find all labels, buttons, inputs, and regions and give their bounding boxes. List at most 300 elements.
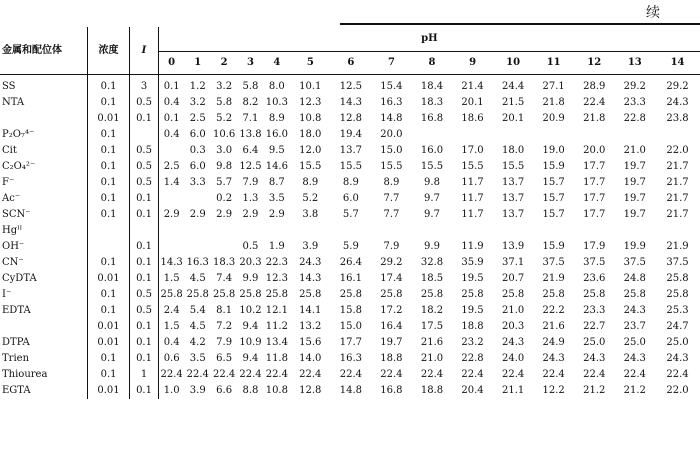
table-cell: 1.3 <box>242 193 259 204</box>
table-cell: 5.8 <box>242 81 259 92</box>
row-ionic-strength: 0.1 <box>130 271 158 287</box>
table-cell: 22.7 <box>583 321 606 332</box>
ph-header-12: 12 <box>574 52 615 75</box>
table-cell: 13.9 <box>501 241 525 252</box>
table-cell: 8.9 <box>342 177 359 188</box>
table-row <box>0 383 700 399</box>
table-cell: 2.9 <box>189 209 206 220</box>
table-cell <box>331 223 372 239</box>
table-cell: 15.4 <box>380 81 403 92</box>
table-cell: 25.8 <box>239 289 262 300</box>
table-cell: 19.7 <box>623 193 646 204</box>
table-cell: 21.6 <box>420 337 444 348</box>
table-cell <box>493 127 534 143</box>
table-cell: 1.2 <box>189 81 206 92</box>
row-label: SS <box>2 81 16 92</box>
table-cell: 18.0 <box>501 145 525 156</box>
table-cell: 10.8 <box>265 385 288 396</box>
table-cell: 16.3 <box>186 257 209 268</box>
table-cell: 22.4 <box>461 369 484 380</box>
table-cell: 11.7 <box>461 177 484 188</box>
table-cell: 37.1 <box>501 257 525 268</box>
table-row <box>0 143 700 159</box>
table-cell: 22.4 <box>380 369 403 380</box>
table-cell: 12.8 <box>339 113 362 124</box>
table-cell: 12.0 <box>299 145 322 156</box>
table-cell: 8.7 <box>268 177 285 188</box>
table-cell: 23.2 <box>461 337 484 348</box>
table-cell: 8.9 <box>302 177 319 188</box>
table-cell: 21.2 <box>623 385 646 396</box>
table-cell: 20.1 <box>501 113 525 124</box>
table-cell: 19.0 <box>542 145 565 156</box>
table-cell: 17.7 <box>583 177 606 188</box>
table-cell: 24.3 <box>623 305 646 316</box>
table-cell: 14.3 <box>158 255 184 271</box>
table-cell: 16.3 <box>339 353 362 364</box>
table-cell: 22.2 <box>542 305 565 316</box>
table-cell <box>574 223 615 239</box>
table-cell: 16.0 <box>420 145 444 156</box>
table-cell: 24.3 <box>501 337 525 348</box>
table-cell: 3.9 <box>302 241 319 252</box>
row-label: Ac⁻ <box>2 193 21 204</box>
row-ionic-strength: 0.5 <box>130 303 158 319</box>
table-cell: 24.0 <box>501 353 525 364</box>
table-cell: 37.5 <box>623 257 646 268</box>
row-concentration: 0.01 <box>87 111 130 127</box>
row-label: Cit <box>2 145 17 156</box>
table-cell: 23.7 <box>623 321 646 332</box>
table-cell: 18.5 <box>420 273 444 284</box>
table-cell: 15.9 <box>542 161 565 172</box>
ph-header-2: 2 <box>211 52 237 75</box>
table-cell: 15.7 <box>542 177 565 188</box>
table-cell: 13.7 <box>501 209 525 220</box>
table-cell: 37.5 <box>666 257 689 268</box>
header-ph: pH <box>158 27 700 52</box>
table-cell: 21.0 <box>623 145 646 156</box>
row-concentration <box>87 223 130 239</box>
table-cell: 13.7 <box>501 177 525 188</box>
row-label: CN⁻ <box>2 257 24 268</box>
table-row <box>0 239 700 255</box>
row-ionic-strength: 0.1 <box>130 207 158 223</box>
row-label: Hgᴵᴵ <box>2 225 23 236</box>
table-cell: 7.4 <box>216 273 233 284</box>
table-cell: 21.7 <box>666 177 689 188</box>
ph-header-1: 1 <box>185 52 211 75</box>
table-cell: 8.9 <box>383 177 400 188</box>
table-cell: 21.2 <box>583 385 606 396</box>
table-cell: 17.7 <box>339 337 362 348</box>
table-cell: 17.2 <box>380 305 403 316</box>
row-concentration: 0.1 <box>87 303 130 319</box>
table-cell: 19.9 <box>623 241 646 252</box>
table-cell: 22.4 <box>623 369 646 380</box>
table-cell: 24.3 <box>542 353 565 364</box>
table-cell: 12.8 <box>299 385 322 396</box>
row-concentration: 0.1 <box>87 175 130 191</box>
row-ionic-strength: 0.5 <box>130 287 158 303</box>
table-cell: 25.8 <box>299 289 322 300</box>
table-cell: 0.1 <box>158 111 184 127</box>
table-cell: 10.6 <box>212 129 236 140</box>
table-cell: 11.9 <box>461 241 484 252</box>
table-cell: 37.5 <box>583 257 606 268</box>
table-cell: 11.8 <box>265 353 288 364</box>
table-cell: 3.2 <box>216 81 233 92</box>
table-cell: 0.6 <box>158 351 184 367</box>
row-label: CyDTA <box>2 273 37 284</box>
table-cell: 5.2 <box>302 193 319 204</box>
table-cell <box>290 223 331 239</box>
ph-header-14: 14 <box>655 52 700 75</box>
row-label: NTA <box>2 97 25 108</box>
table-row <box>0 271 700 287</box>
ph-header-9: 9 <box>452 52 493 75</box>
table-cell <box>158 143 184 159</box>
table-cell: 20.3 <box>501 321 525 332</box>
table-cell: 6.4 <box>242 145 259 156</box>
row-concentration: 0.01 <box>87 271 130 287</box>
table-cell: 18.2 <box>420 305 444 316</box>
table-cell: 5.7 <box>342 209 359 220</box>
table-cell: 15.7 <box>542 193 565 204</box>
table-cell: 20.3 <box>239 257 262 268</box>
table-cell: 21.0 <box>420 353 444 364</box>
table-cell <box>452 127 493 143</box>
table-cell: 1.0 <box>158 383 184 399</box>
table-cell: 15.9 <box>542 241 565 252</box>
table-cell: 20.7 <box>501 273 525 284</box>
table-cell: 22.4 <box>583 369 606 380</box>
table-row <box>0 75 700 96</box>
table-cell: 0.1 <box>158 75 184 96</box>
table-cell: 15.0 <box>339 321 362 332</box>
table-cell: 21.4 <box>461 81 484 92</box>
continuation-label: 续 <box>646 5 660 21</box>
table-cell: 25.8 <box>186 289 209 300</box>
table-row <box>0 287 700 303</box>
table-cell: 19.7 <box>623 177 646 188</box>
table-cell: 14.8 <box>339 385 362 396</box>
table-cell: 18.0 <box>299 129 322 140</box>
table-cell <box>412 223 453 239</box>
table-cell: 19.7 <box>380 337 403 348</box>
row-ionic-strength: 0.1 <box>130 351 158 367</box>
table-cell: 14.1 <box>299 305 322 316</box>
table-cell: 23.3 <box>623 97 646 108</box>
row-label: Trien <box>2 353 30 364</box>
table-cell: 21.9 <box>666 241 689 252</box>
table-cell: 7.1 <box>242 113 259 124</box>
ph-header-4: 4 <box>264 52 290 75</box>
row-concentration: 0.01 <box>87 335 130 351</box>
row-label: DTPA <box>2 337 30 348</box>
table-cell: 19.5 <box>461 305 484 316</box>
table-cell: 10.3 <box>265 97 288 108</box>
row-concentration: 0.1 <box>87 367 130 383</box>
table-cell: 14.3 <box>299 273 322 284</box>
row-ionic-strength: 1 <box>130 367 158 383</box>
table-cell: 25.8 <box>666 273 689 284</box>
table-cell: 7.9 <box>242 177 259 188</box>
table-cell: 1.5 <box>158 319 184 335</box>
table-cell <box>412 127 453 143</box>
table-cell: 23.8 <box>666 113 689 124</box>
table-cell: 17.5 <box>420 321 444 332</box>
table-cell: 13.8 <box>239 129 262 140</box>
table-cell: 25.8 <box>339 289 362 300</box>
table-cell: 3.5 <box>268 193 285 204</box>
table-cell: 12.3 <box>299 97 322 108</box>
table-cell: 7.9 <box>383 241 400 252</box>
table-cell: 8.8 <box>242 385 259 396</box>
table-cell: 16.8 <box>380 385 403 396</box>
table-cell: 28.9 <box>583 81 606 92</box>
table-cell: 24.3 <box>583 353 606 364</box>
table-cell: 15.0 <box>380 145 403 156</box>
table-cell: 15.5 <box>501 161 525 172</box>
table-cell: 25.8 <box>212 289 236 300</box>
table-cell: 9.8 <box>216 161 233 172</box>
table-row <box>0 351 700 367</box>
row-label: Thiourea <box>2 369 48 380</box>
table-cell: 9.9 <box>242 273 259 284</box>
table-cell: 15.5 <box>339 161 362 172</box>
row-label: C₂O₄²⁻ <box>2 161 36 172</box>
table-cell: 9.9 <box>424 241 440 252</box>
row-label: I⁻ <box>2 289 12 300</box>
ph-header-7: 7 <box>371 52 412 75</box>
table-cell: 25.8 <box>623 289 646 300</box>
table-cell: 2.9 <box>158 207 184 223</box>
table-cell: 17.9 <box>583 241 606 252</box>
table-cell: 5.4 <box>189 305 206 316</box>
table-cell: 25.8 <box>265 289 288 300</box>
table-cell: 4.5 <box>189 273 206 284</box>
table-cell: 24.4 <box>501 81 525 92</box>
table-cell: 13.7 <box>501 193 525 204</box>
table-cell: 15.8 <box>339 305 362 316</box>
table-cell: 37.5 <box>542 257 565 268</box>
table-cell: 15.5 <box>299 161 322 172</box>
table-cell: 25.8 <box>542 289 565 300</box>
table-cell: 8.9 <box>268 113 285 124</box>
table-row <box>0 207 700 223</box>
table-cell: 10.2 <box>239 305 262 316</box>
row-ionic-strength: 3 <box>130 75 158 96</box>
row-label: F⁻ <box>2 177 15 188</box>
table-cell: 22.3 <box>265 257 288 268</box>
table-cell <box>493 223 534 239</box>
table-cell: 20.0 <box>583 145 606 156</box>
table-cell <box>655 127 700 143</box>
row-concentration: 0.01 <box>87 383 130 399</box>
table-cell: 11.7 <box>461 209 484 220</box>
table-cell: 2.9 <box>242 209 259 220</box>
table-cell: 21.8 <box>583 113 606 124</box>
table-cell: 19.5 <box>461 273 484 284</box>
table-cell: 7.2 <box>216 321 233 332</box>
table-cell: 9.7 <box>424 193 440 204</box>
table-cell: 16.8 <box>420 113 444 124</box>
table-cell: 0.4 <box>158 95 184 111</box>
table-cell: 10.1 <box>299 81 322 92</box>
table-cell: 24.3 <box>623 353 646 364</box>
table-cell: 20.0 <box>380 129 403 140</box>
header-concentration: 浓度 <box>87 27 130 75</box>
top-rule <box>340 23 700 25</box>
table-row <box>0 255 700 271</box>
table-row <box>0 335 700 351</box>
ph-header-10: 10 <box>493 52 534 75</box>
table-cell: 25.0 <box>583 337 606 348</box>
row-concentration: 0.1 <box>87 95 130 111</box>
row-label: EGTA <box>2 385 31 396</box>
table-cell <box>211 223 237 239</box>
row-concentration: 0.1 <box>87 75 130 96</box>
table-cell: 27.1 <box>542 81 565 92</box>
table-cell: 21.7 <box>666 209 689 220</box>
table-cell <box>158 191 184 207</box>
table-cell: 20.4 <box>461 385 484 396</box>
table-row <box>0 95 700 111</box>
table-cell: 20.9 <box>542 113 565 124</box>
row-label: P₂O₇⁴⁻ <box>2 129 35 140</box>
table-cell: 22.0 <box>666 385 689 396</box>
table-cell: 9.7 <box>424 209 440 220</box>
row-ionic-strength: 0.5 <box>130 143 158 159</box>
table-cell: 17.7 <box>583 161 606 172</box>
table-cell: 10.8 <box>299 113 322 124</box>
table-cell <box>371 223 412 239</box>
row-ionic-strength <box>130 127 158 143</box>
table-cell: 9.4 <box>242 353 259 364</box>
table-cell: 5.9 <box>342 241 359 252</box>
table-cell: 18.6 <box>461 113 484 124</box>
table-row <box>0 127 700 143</box>
table-cell: 29.2 <box>666 81 689 92</box>
table-cell: 21.8 <box>542 97 565 108</box>
table-cell: 6.6 <box>216 385 233 396</box>
table-row <box>0 159 700 175</box>
row-ionic-strength: 0.1 <box>130 239 158 255</box>
row-ionic-strength: 0.1 <box>130 255 158 271</box>
table-cell: 21.0 <box>501 305 525 316</box>
ph-header-8: 8 <box>412 52 453 75</box>
table-cell: 3.8 <box>302 209 319 220</box>
table-cell <box>615 223 656 239</box>
table-cell <box>185 239 211 255</box>
table-cell: 11.2 <box>265 321 288 332</box>
table-cell: 12.5 <box>239 161 262 172</box>
row-label <box>0 319 87 335</box>
table-cell: 24.3 <box>666 97 689 108</box>
table-cell: 29.2 <box>623 81 646 92</box>
table-cell: 17.0 <box>461 145 484 156</box>
row-concentration: 0.1 <box>87 351 130 367</box>
table-cell: 22.4 <box>501 369 525 380</box>
row-concentration: 0.01 <box>87 319 130 335</box>
table-cell: 1.4 <box>158 175 184 191</box>
ph-header-3: 3 <box>237 52 263 75</box>
table-cell: 2.5 <box>189 113 206 124</box>
table-cell: 8.0 <box>268 81 285 92</box>
table-cell: 21.7 <box>666 161 689 172</box>
table-cell: 21.9 <box>542 273 565 284</box>
ph-header-0: 0 <box>158 52 184 75</box>
table-cell <box>211 239 237 255</box>
table-cell: 23.3 <box>583 305 606 316</box>
table-cell: 25.8 <box>666 289 689 300</box>
row-ionic-strength: 0.5 <box>130 95 158 111</box>
table-cell: 15.7 <box>542 209 565 220</box>
table-cell: 25.3 <box>666 305 689 316</box>
table-cell: 21.5 <box>501 97 525 108</box>
table-cell: 22.4 <box>420 369 444 380</box>
table-cell: 4.2 <box>189 337 206 348</box>
table-cell: 0.5 <box>242 241 259 252</box>
table-cell: 0.4 <box>158 127 184 143</box>
table-cell: 19.7 <box>623 209 646 220</box>
table-cell: 24.7 <box>666 321 689 332</box>
table-cell: 18.8 <box>420 385 444 396</box>
table-cell: 24.3 <box>666 353 689 364</box>
table-cell: 25.0 <box>623 337 646 348</box>
table-cell: 25.8 <box>501 289 525 300</box>
table-cell: 22.8 <box>623 113 646 124</box>
row-label: EDTA <box>2 305 31 316</box>
table-cell: 9.4 <box>242 321 259 332</box>
stability-table <box>0 27 700 399</box>
table-cell: 22.8 <box>461 353 484 364</box>
row-concentration: 0.1 <box>87 191 130 207</box>
row-concentration: 0.1 <box>87 159 130 175</box>
table-cell: 7.7 <box>383 193 400 204</box>
table-row <box>0 111 700 127</box>
table-cell <box>185 191 211 207</box>
table-cell <box>264 223 290 239</box>
table-cell: 10.9 <box>239 337 262 348</box>
row-ionic-strength: 0.1 <box>130 191 158 207</box>
table-cell: 18.3 <box>420 97 444 108</box>
table-cell: 22.4 <box>158 367 184 383</box>
table-cell <box>158 239 184 255</box>
row-ionic-strength: 0.1 <box>130 383 158 399</box>
table-cell: 21.6 <box>542 321 565 332</box>
table-cell: 14.6 <box>265 161 288 172</box>
table-cell: 0.4 <box>158 335 184 351</box>
table-cell: 22.4 <box>239 369 262 380</box>
table-cell: 5.7 <box>216 177 233 188</box>
table-cell: 9.5 <box>268 145 285 156</box>
table-cell: 25.8 <box>583 289 606 300</box>
row-label: SCN⁻ <box>2 209 31 220</box>
table-cell: 17.7 <box>583 209 606 220</box>
ph-header-13: 13 <box>615 52 656 75</box>
table-cell: 22.4 <box>339 369 362 380</box>
table-cell: 3.2 <box>189 97 206 108</box>
table-cell: 18.8 <box>380 353 403 364</box>
table-cell: 24.8 <box>623 273 646 284</box>
table-cell: 20.1 <box>461 97 484 108</box>
table-cell: 14.3 <box>339 97 362 108</box>
table-cell: 15.6 <box>299 337 322 348</box>
table-cell: 22.0 <box>666 145 689 156</box>
table-cell: 1.9 <box>268 241 285 252</box>
